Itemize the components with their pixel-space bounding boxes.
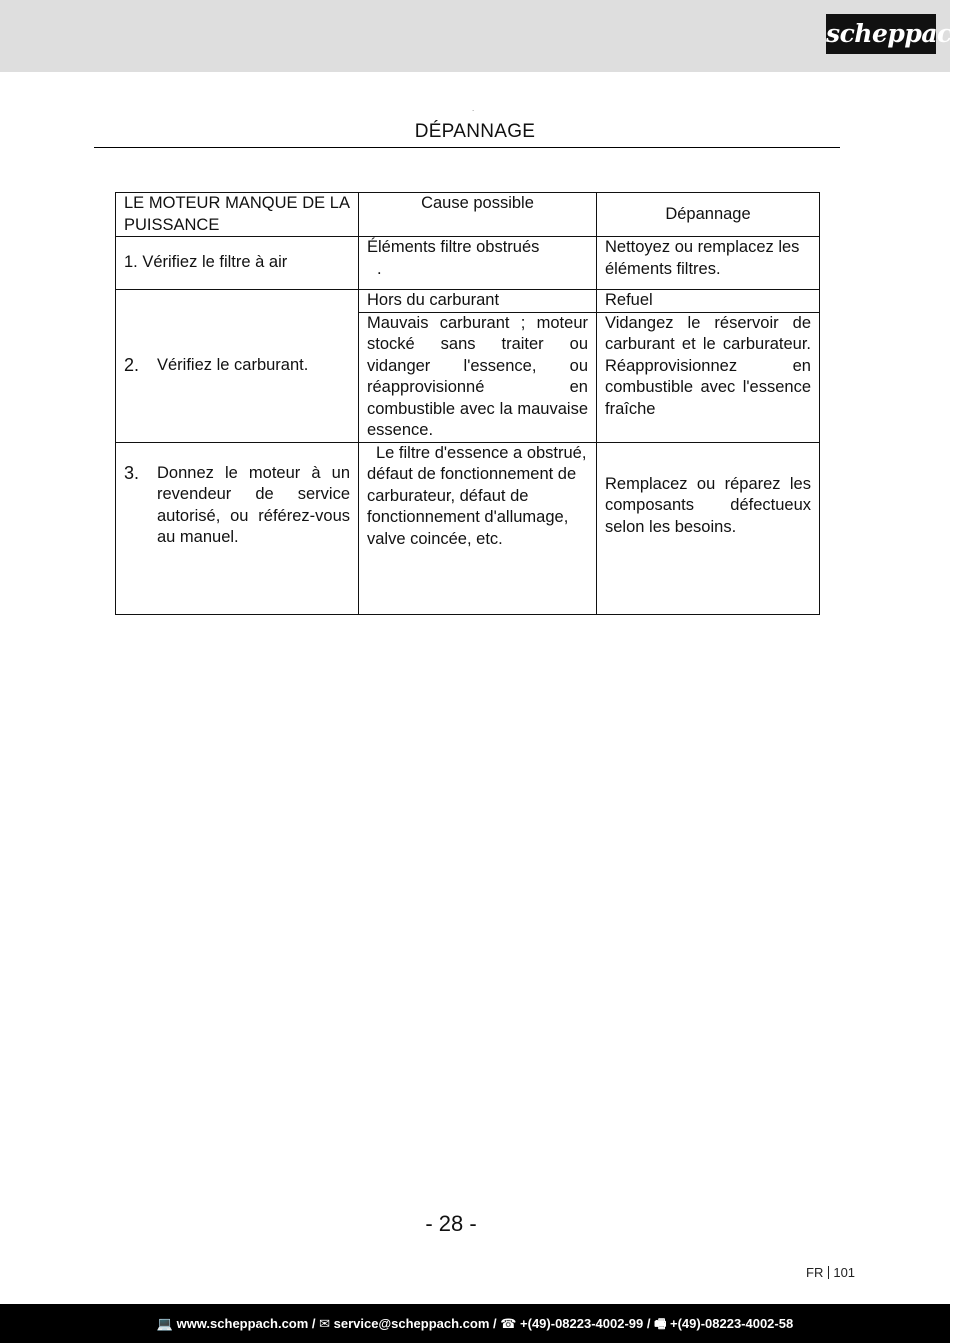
- sheet-number: 101: [833, 1265, 856, 1280]
- footer-contact-bar: 💻 www.scheppach.com / ✉ service@scheppach.com / ☎ +(49)-08223-4002-99 / 🖷 +(49)-08223-4002-58: [0, 1304, 950, 1343]
- remedy-cell: Remplacez ou réparez les composants défectueux selon les besoins.: [597, 442, 820, 614]
- table-row: [116, 237, 820, 290]
- item-number: 3.: [124, 462, 140, 483]
- cause-text: Le filtre d'essence a obstrué, défaut de fonctionnement de carburateur, défaut de fonctionnement d'allumage, valve coincée, etc.: [367, 443, 587, 548]
- decorative-dot: .: [472, 104, 475, 113]
- numbered-item: [124, 463, 350, 549]
- language-code: FR: [806, 1265, 824, 1280]
- header-band: [0, 0, 950, 72]
- cause-cell: [359, 237, 597, 290]
- page-number: - 28 -: [425, 1211, 477, 1236]
- cause-text: Éléments filtre obstrués: [367, 238, 540, 256]
- header-cause-cell: Cause possible: [359, 193, 597, 237]
- table-header-row: [116, 193, 820, 237]
- remedy-cell: Refuel: [597, 290, 820, 313]
- item-text: Donnez le moteur à un revendeur de service autorisé, ou référez-vous au manuel.: [157, 463, 350, 546]
- cause-cell: [359, 442, 597, 614]
- separator-bar: [828, 1266, 829, 1279]
- remedy-cell: Vidangez le réservoir de carburant et le carburateur. Réapprovisionnez en combustible avec l'essence fraîche: [597, 312, 820, 442]
- remedy-cell: Nettoyez ou remplacez les éléments filtres.: [597, 237, 820, 290]
- cause-cell: Mauvais carburant ; moteur stocké sans traiter ou vidanger l'essence, ou réapprovisionné en combustible avec la mauvaise essence.: [359, 312, 597, 442]
- header-remedy-cell: Dépannage: [597, 193, 820, 237]
- page-footer-ref: [806, 1265, 855, 1280]
- cause-cell: Hors du carburant: [359, 290, 597, 313]
- check-fuel-cell: [116, 290, 359, 443]
- check-air-filter-cell: 1. Vérifiez le filtre à air: [116, 237, 359, 290]
- table-row: [116, 290, 820, 313]
- item-text: Vérifiez le carburant.: [157, 356, 309, 374]
- brand-logo: scheppach: [826, 14, 936, 54]
- header-problem-cell: LE MOTEUR MANQUE DE LA PUISSANCE: [116, 193, 359, 237]
- cause-dot: .: [377, 259, 382, 278]
- table-row: [116, 442, 820, 614]
- numbered-item: [124, 355, 350, 377]
- troubleshooting-table: [115, 192, 820, 615]
- item-number: 2.: [124, 355, 140, 375]
- check-dealer-cell: [116, 442, 359, 614]
- title-rule: [94, 147, 840, 148]
- page-title: DÉPANNAGE: [414, 121, 536, 142]
